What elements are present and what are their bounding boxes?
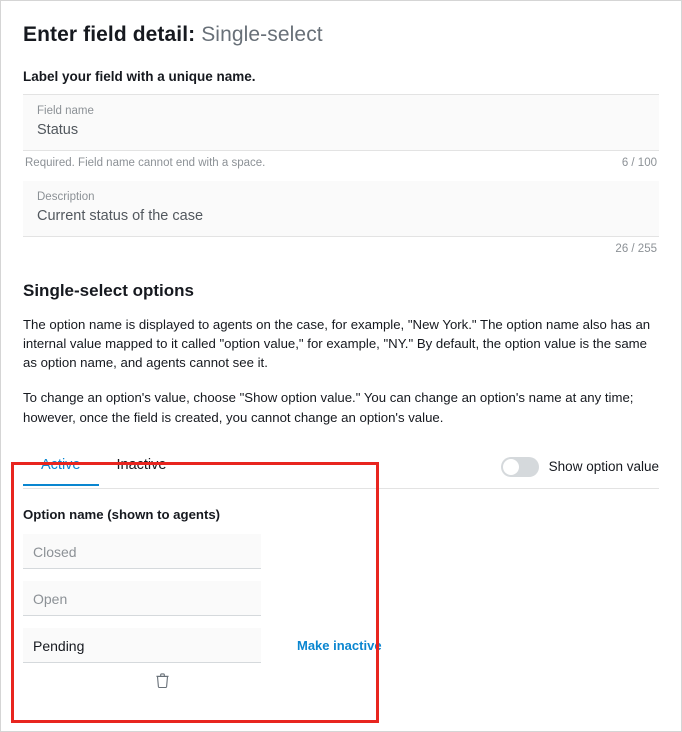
page-title-type: Single-select: [201, 23, 323, 46]
show-option-value-control: [501, 445, 659, 488]
toggle-knob: [503, 459, 519, 475]
description-group: [23, 181, 659, 237]
description-label: Description: [37, 191, 95, 203]
option-row: [23, 581, 659, 616]
field-name-helper: Required. Field name cannot end with a space.: [25, 157, 266, 169]
option-name-input-1[interactable]: Closed: [23, 534, 261, 569]
option-row: [23, 628, 659, 663]
show-option-value-label: Show option value: [548, 459, 659, 475]
field-name-instruction: Label your field with a unique name.: [23, 69, 256, 84]
options-section-heading: Single-select options: [23, 281, 194, 300]
tab-inactive[interactable]: Inactive: [116, 456, 167, 473]
option-delete-row: [23, 673, 301, 692]
page-title: [23, 23, 659, 47]
make-inactive-link[interactable]: Make inactive: [297, 637, 382, 653]
trash-icon[interactable]: [156, 673, 169, 692]
field-name-label: Field name: [37, 105, 94, 117]
field-name-footer: [23, 151, 659, 169]
options-paragraph-1: The option name is displayed to agents on the case, for example, "New York." The option name also has an internal value mapped to it called "option value," for example, "NY." By default, the option value is the same as option name, and agents cannot see it.: [23, 317, 651, 371]
description-footer: [23, 237, 659, 255]
show-option-value-toggle[interactable]: [501, 457, 539, 477]
field-name-counter: 6 / 100: [621, 157, 657, 169]
field-name-group: [23, 94, 659, 151]
page-content: [1, 1, 681, 692]
description-input[interactable]: Current status of the case: [37, 208, 204, 224]
option-name-input-3[interactable]: Pending: [23, 628, 261, 663]
option-name-input-2[interactable]: Open: [23, 581, 261, 616]
options-tabs: [23, 445, 184, 485]
field-name-input[interactable]: Status: [37, 122, 79, 138]
option-row: [23, 534, 659, 569]
option-name-column-header: Option name (shown to agents): [23, 506, 221, 522]
options-tabs-row: [23, 445, 659, 489]
options-paragraph-2: To change an option's value, choose "Show option value." You can change an option's name at any time; however, once the field is created, you cannot change an option's value.: [23, 390, 634, 425]
description-counter: 26 / 255: [615, 243, 657, 255]
options-list: [23, 489, 659, 692]
tab-active[interactable]: Active: [23, 445, 99, 486]
page-title-prefix: Enter field detail:: [23, 23, 202, 46]
